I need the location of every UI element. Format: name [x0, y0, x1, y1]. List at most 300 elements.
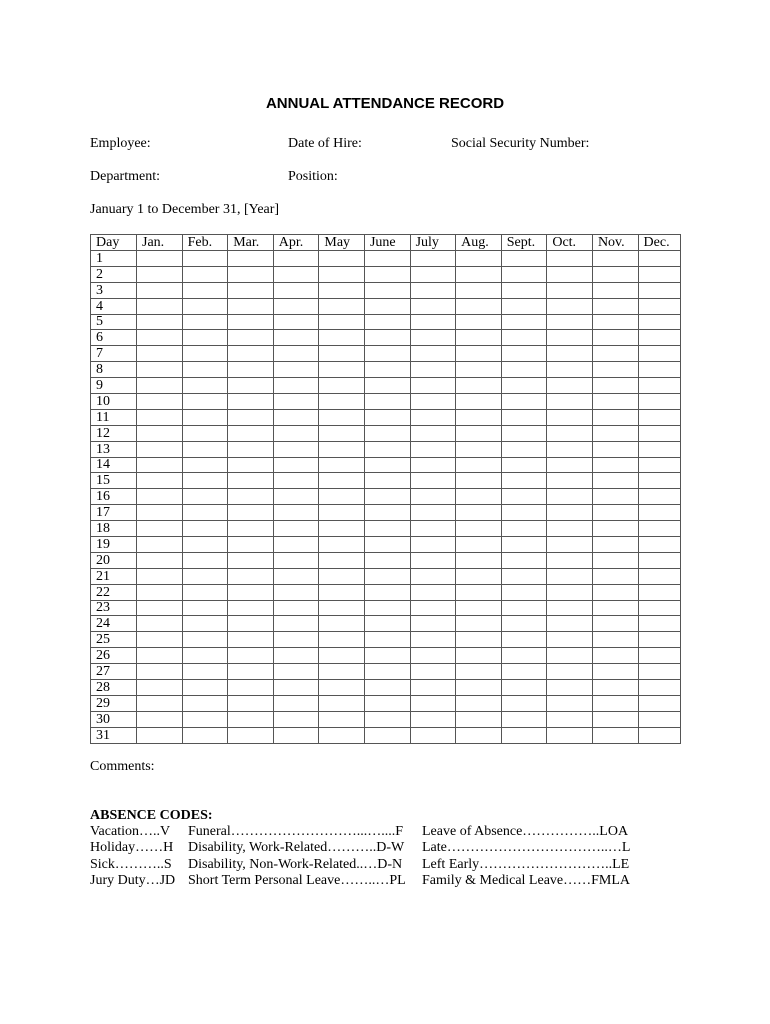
attendance-cell[interactable] — [456, 505, 502, 521]
attendance-cell[interactable] — [137, 664, 183, 680]
attendance-cell[interactable] — [319, 330, 365, 346]
attendance-cell[interactable] — [182, 251, 228, 267]
attendance-cell[interactable] — [547, 394, 593, 410]
attendance-cell[interactable] — [228, 727, 274, 743]
attendance-cell[interactable] — [592, 537, 638, 553]
attendance-cell[interactable] — [364, 298, 410, 314]
attendance-cell[interactable] — [592, 600, 638, 616]
attendance-cell[interactable] — [410, 521, 456, 537]
attendance-cell[interactable] — [273, 584, 319, 600]
attendance-cell[interactable] — [410, 648, 456, 664]
attendance-cell[interactable] — [137, 441, 183, 457]
attendance-cell[interactable] — [182, 282, 228, 298]
attendance-cell[interactable] — [273, 298, 319, 314]
attendance-cell[interactable] — [228, 648, 274, 664]
attendance-cell[interactable] — [137, 346, 183, 362]
attendance-cell[interactable] — [228, 378, 274, 394]
attendance-cell[interactable] — [319, 727, 365, 743]
attendance-cell[interactable] — [364, 425, 410, 441]
attendance-cell[interactable] — [319, 314, 365, 330]
attendance-cell[interactable] — [137, 568, 183, 584]
attendance-cell[interactable] — [319, 664, 365, 680]
attendance-cell[interactable] — [182, 473, 228, 489]
attendance-cell[interactable] — [273, 346, 319, 362]
attendance-cell[interactable] — [638, 489, 680, 505]
attendance-cell[interactable] — [364, 489, 410, 505]
attendance-cell[interactable] — [456, 441, 502, 457]
attendance-cell[interactable] — [547, 409, 593, 425]
attendance-cell[interactable] — [228, 521, 274, 537]
attendance-cell[interactable] — [273, 648, 319, 664]
attendance-cell[interactable] — [228, 409, 274, 425]
attendance-cell[interactable] — [137, 473, 183, 489]
attendance-cell[interactable] — [364, 568, 410, 584]
attendance-cell[interactable] — [638, 473, 680, 489]
attendance-cell[interactable] — [228, 664, 274, 680]
attendance-cell[interactable] — [592, 409, 638, 425]
attendance-cell[interactable] — [364, 362, 410, 378]
attendance-cell[interactable] — [228, 584, 274, 600]
attendance-cell[interactable] — [410, 378, 456, 394]
attendance-cell[interactable] — [592, 552, 638, 568]
attendance-cell[interactable] — [410, 695, 456, 711]
attendance-cell[interactable] — [501, 282, 547, 298]
attendance-cell[interactable] — [501, 378, 547, 394]
attendance-cell[interactable] — [228, 330, 274, 346]
attendance-cell[interactable] — [410, 600, 456, 616]
attendance-cell[interactable] — [638, 568, 680, 584]
attendance-cell[interactable] — [182, 266, 228, 282]
attendance-cell[interactable] — [228, 616, 274, 632]
attendance-cell[interactable] — [547, 680, 593, 696]
attendance-cell[interactable] — [273, 537, 319, 553]
attendance-cell[interactable] — [456, 378, 502, 394]
attendance-cell[interactable] — [547, 600, 593, 616]
attendance-cell[interactable] — [228, 711, 274, 727]
attendance-cell[interactable] — [273, 394, 319, 410]
attendance-cell[interactable] — [456, 330, 502, 346]
attendance-cell[interactable] — [638, 314, 680, 330]
attendance-cell[interactable] — [547, 362, 593, 378]
attendance-cell[interactable] — [410, 282, 456, 298]
attendance-cell[interactable] — [638, 632, 680, 648]
attendance-cell[interactable] — [182, 664, 228, 680]
attendance-cell[interactable] — [547, 727, 593, 743]
attendance-cell[interactable] — [182, 711, 228, 727]
attendance-cell[interactable] — [410, 425, 456, 441]
attendance-cell[interactable] — [137, 632, 183, 648]
attendance-cell[interactable] — [182, 600, 228, 616]
attendance-cell[interactable] — [364, 282, 410, 298]
attendance-cell[interactable] — [137, 584, 183, 600]
attendance-cell[interactable] — [547, 425, 593, 441]
attendance-cell[interactable] — [410, 568, 456, 584]
attendance-cell[interactable] — [228, 425, 274, 441]
attendance-cell[interactable] — [228, 394, 274, 410]
attendance-cell[interactable] — [456, 314, 502, 330]
attendance-cell[interactable] — [592, 489, 638, 505]
attendance-cell[interactable] — [638, 346, 680, 362]
attendance-cell[interactable] — [638, 409, 680, 425]
attendance-cell[interactable] — [410, 330, 456, 346]
attendance-cell[interactable] — [364, 616, 410, 632]
attendance-cell[interactable] — [273, 409, 319, 425]
attendance-cell[interactable] — [319, 394, 365, 410]
attendance-cell[interactable] — [228, 473, 274, 489]
attendance-cell[interactable] — [501, 521, 547, 537]
attendance-cell[interactable] — [273, 568, 319, 584]
attendance-cell[interactable] — [137, 537, 183, 553]
attendance-cell[interactable] — [364, 648, 410, 664]
attendance-cell[interactable] — [501, 695, 547, 711]
attendance-cell[interactable] — [592, 616, 638, 632]
attendance-cell[interactable] — [182, 362, 228, 378]
attendance-cell[interactable] — [182, 409, 228, 425]
attendance-cell[interactable] — [410, 394, 456, 410]
attendance-cell[interactable] — [547, 457, 593, 473]
attendance-cell[interactable] — [319, 409, 365, 425]
attendance-cell[interactable] — [456, 600, 502, 616]
attendance-cell[interactable] — [273, 489, 319, 505]
attendance-cell[interactable] — [228, 314, 274, 330]
attendance-cell[interactable] — [638, 695, 680, 711]
attendance-cell[interactable] — [501, 489, 547, 505]
attendance-cell[interactable] — [410, 298, 456, 314]
attendance-cell[interactable] — [273, 632, 319, 648]
attendance-cell[interactable] — [592, 314, 638, 330]
attendance-cell[interactable] — [547, 616, 593, 632]
attendance-cell[interactable] — [228, 505, 274, 521]
attendance-cell[interactable] — [410, 584, 456, 600]
attendance-cell[interactable] — [638, 616, 680, 632]
attendance-cell[interactable] — [501, 394, 547, 410]
attendance-cell[interactable] — [592, 505, 638, 521]
attendance-cell[interactable] — [456, 664, 502, 680]
attendance-cell[interactable] — [638, 362, 680, 378]
attendance-cell[interactable] — [182, 489, 228, 505]
attendance-cell[interactable] — [319, 298, 365, 314]
attendance-cell[interactable] — [182, 314, 228, 330]
attendance-cell[interactable] — [137, 330, 183, 346]
attendance-cell[interactable] — [592, 568, 638, 584]
attendance-cell[interactable] — [501, 680, 547, 696]
attendance-cell[interactable] — [137, 695, 183, 711]
attendance-cell[interactable] — [364, 330, 410, 346]
attendance-cell[interactable] — [501, 441, 547, 457]
attendance-cell[interactable] — [410, 711, 456, 727]
attendance-cell[interactable] — [137, 521, 183, 537]
attendance-cell[interactable] — [456, 568, 502, 584]
attendance-cell[interactable] — [319, 457, 365, 473]
attendance-cell[interactable] — [228, 282, 274, 298]
attendance-cell[interactable] — [501, 298, 547, 314]
attendance-cell[interactable] — [137, 298, 183, 314]
attendance-cell[interactable] — [319, 505, 365, 521]
attendance-cell[interactable] — [228, 552, 274, 568]
attendance-cell[interactable] — [273, 362, 319, 378]
attendance-cell[interactable] — [410, 727, 456, 743]
attendance-cell[interactable] — [137, 505, 183, 521]
attendance-cell[interactable] — [182, 425, 228, 441]
attendance-cell[interactable] — [592, 362, 638, 378]
attendance-cell[interactable] — [592, 251, 638, 267]
attendance-cell[interactable] — [319, 266, 365, 282]
attendance-cell[interactable] — [638, 521, 680, 537]
attendance-cell[interactable] — [319, 537, 365, 553]
attendance-cell[interactable] — [456, 282, 502, 298]
attendance-cell[interactable] — [592, 632, 638, 648]
attendance-cell[interactable] — [456, 489, 502, 505]
attendance-cell[interactable] — [592, 473, 638, 489]
attendance-cell[interactable] — [364, 537, 410, 553]
attendance-cell[interactable] — [137, 266, 183, 282]
attendance-cell[interactable] — [638, 664, 680, 680]
attendance-cell[interactable] — [319, 441, 365, 457]
attendance-cell[interactable] — [410, 346, 456, 362]
attendance-cell[interactable] — [456, 711, 502, 727]
attendance-cell[interactable] — [182, 632, 228, 648]
attendance-cell[interactable] — [137, 616, 183, 632]
attendance-cell[interactable] — [456, 632, 502, 648]
attendance-cell[interactable] — [638, 552, 680, 568]
attendance-cell[interactable] — [638, 584, 680, 600]
attendance-cell[interactable] — [501, 473, 547, 489]
attendance-cell[interactable] — [319, 425, 365, 441]
attendance-cell[interactable] — [501, 505, 547, 521]
attendance-cell[interactable] — [182, 394, 228, 410]
attendance-cell[interactable] — [182, 695, 228, 711]
attendance-cell[interactable] — [364, 505, 410, 521]
attendance-cell[interactable] — [182, 505, 228, 521]
attendance-cell[interactable] — [273, 505, 319, 521]
attendance-cell[interactable] — [638, 648, 680, 664]
attendance-cell[interactable] — [547, 505, 593, 521]
attendance-cell[interactable] — [592, 521, 638, 537]
attendance-cell[interactable] — [547, 632, 593, 648]
attendance-cell[interactable] — [456, 552, 502, 568]
attendance-cell[interactable] — [638, 425, 680, 441]
attendance-cell[interactable] — [547, 664, 593, 680]
attendance-cell[interactable] — [638, 282, 680, 298]
attendance-cell[interactable] — [273, 266, 319, 282]
attendance-cell[interactable] — [364, 664, 410, 680]
attendance-cell[interactable] — [410, 473, 456, 489]
attendance-cell[interactable] — [273, 251, 319, 267]
attendance-cell[interactable] — [182, 521, 228, 537]
attendance-cell[interactable] — [547, 282, 593, 298]
attendance-cell[interactable] — [228, 457, 274, 473]
attendance-cell[interactable] — [592, 695, 638, 711]
attendance-cell[interactable] — [182, 616, 228, 632]
attendance-cell[interactable] — [501, 425, 547, 441]
attendance-cell[interactable] — [364, 680, 410, 696]
attendance-cell[interactable] — [137, 314, 183, 330]
attendance-cell[interactable] — [137, 600, 183, 616]
attendance-cell[interactable] — [182, 584, 228, 600]
attendance-cell[interactable] — [364, 266, 410, 282]
attendance-cell[interactable] — [501, 552, 547, 568]
attendance-cell[interactable] — [137, 394, 183, 410]
attendance-cell[interactable] — [364, 409, 410, 425]
attendance-cell[interactable] — [638, 457, 680, 473]
attendance-cell[interactable] — [547, 552, 593, 568]
attendance-cell[interactable] — [273, 473, 319, 489]
attendance-cell[interactable] — [456, 425, 502, 441]
attendance-cell[interactable] — [273, 680, 319, 696]
attendance-cell[interactable] — [547, 298, 593, 314]
attendance-cell[interactable] — [501, 251, 547, 267]
attendance-cell[interactable] — [182, 552, 228, 568]
attendance-cell[interactable] — [273, 330, 319, 346]
attendance-cell[interactable] — [364, 346, 410, 362]
attendance-cell[interactable] — [547, 584, 593, 600]
attendance-cell[interactable] — [364, 314, 410, 330]
attendance-cell[interactable] — [364, 473, 410, 489]
attendance-cell[interactable] — [228, 441, 274, 457]
attendance-cell[interactable] — [547, 314, 593, 330]
attendance-cell[interactable] — [273, 457, 319, 473]
attendance-cell[interactable] — [319, 282, 365, 298]
attendance-cell[interactable] — [137, 282, 183, 298]
attendance-cell[interactable] — [273, 282, 319, 298]
attendance-cell[interactable] — [410, 409, 456, 425]
attendance-cell[interactable] — [547, 378, 593, 394]
attendance-cell[interactable] — [456, 680, 502, 696]
attendance-cell[interactable] — [182, 441, 228, 457]
attendance-cell[interactable] — [273, 314, 319, 330]
attendance-cell[interactable] — [501, 409, 547, 425]
attendance-cell[interactable] — [456, 346, 502, 362]
attendance-cell[interactable] — [273, 711, 319, 727]
attendance-cell[interactable] — [638, 711, 680, 727]
attendance-cell[interactable] — [273, 552, 319, 568]
attendance-cell[interactable] — [182, 537, 228, 553]
attendance-cell[interactable] — [501, 568, 547, 584]
attendance-cell[interactable] — [319, 489, 365, 505]
attendance-cell[interactable] — [273, 664, 319, 680]
attendance-cell[interactable] — [501, 664, 547, 680]
attendance-cell[interactable] — [319, 378, 365, 394]
attendance-cell[interactable] — [319, 346, 365, 362]
attendance-cell[interactable] — [638, 680, 680, 696]
attendance-cell[interactable] — [319, 251, 365, 267]
attendance-cell[interactable] — [228, 537, 274, 553]
attendance-cell[interactable] — [319, 616, 365, 632]
attendance-cell[interactable] — [273, 616, 319, 632]
attendance-cell[interactable] — [592, 457, 638, 473]
attendance-cell[interactable] — [410, 552, 456, 568]
attendance-cell[interactable] — [592, 282, 638, 298]
attendance-cell[interactable] — [319, 680, 365, 696]
attendance-cell[interactable] — [319, 552, 365, 568]
attendance-cell[interactable] — [273, 378, 319, 394]
attendance-cell[interactable] — [273, 600, 319, 616]
attendance-cell[interactable] — [456, 473, 502, 489]
attendance-cell[interactable] — [456, 727, 502, 743]
attendance-cell[interactable] — [547, 695, 593, 711]
attendance-cell[interactable] — [319, 632, 365, 648]
attendance-cell[interactable] — [410, 680, 456, 696]
attendance-cell[interactable] — [638, 727, 680, 743]
attendance-cell[interactable] — [319, 568, 365, 584]
attendance-cell[interactable] — [137, 409, 183, 425]
attendance-cell[interactable] — [137, 425, 183, 441]
attendance-cell[interactable] — [638, 537, 680, 553]
attendance-cell[interactable] — [456, 266, 502, 282]
attendance-cell[interactable] — [410, 362, 456, 378]
attendance-cell[interactable] — [410, 505, 456, 521]
attendance-cell[interactable] — [501, 711, 547, 727]
attendance-cell[interactable] — [547, 346, 593, 362]
attendance-cell[interactable] — [228, 346, 274, 362]
attendance-cell[interactable] — [456, 409, 502, 425]
attendance-cell[interactable] — [410, 251, 456, 267]
attendance-cell[interactable] — [547, 441, 593, 457]
attendance-cell[interactable] — [319, 473, 365, 489]
attendance-cell[interactable] — [410, 664, 456, 680]
attendance-cell[interactable] — [182, 378, 228, 394]
attendance-cell[interactable] — [364, 394, 410, 410]
attendance-cell[interactable] — [592, 711, 638, 727]
attendance-cell[interactable] — [638, 266, 680, 282]
attendance-cell[interactable] — [592, 394, 638, 410]
attendance-cell[interactable] — [410, 489, 456, 505]
attendance-cell[interactable] — [456, 362, 502, 378]
attendance-cell[interactable] — [137, 648, 183, 664]
attendance-cell[interactable] — [456, 457, 502, 473]
attendance-cell[interactable] — [592, 425, 638, 441]
attendance-cell[interactable] — [456, 298, 502, 314]
attendance-cell[interactable] — [638, 394, 680, 410]
attendance-cell[interactable] — [547, 473, 593, 489]
attendance-cell[interactable] — [228, 251, 274, 267]
attendance-cell[interactable] — [364, 695, 410, 711]
attendance-cell[interactable] — [638, 330, 680, 346]
attendance-cell[interactable] — [501, 648, 547, 664]
attendance-cell[interactable] — [364, 711, 410, 727]
attendance-cell[interactable] — [273, 727, 319, 743]
attendance-cell[interactable] — [137, 251, 183, 267]
attendance-cell[interactable] — [364, 552, 410, 568]
attendance-cell[interactable] — [638, 378, 680, 394]
attendance-cell[interactable] — [456, 584, 502, 600]
attendance-cell[interactable] — [319, 648, 365, 664]
attendance-cell[interactable] — [137, 378, 183, 394]
attendance-cell[interactable] — [501, 616, 547, 632]
attendance-cell[interactable] — [228, 680, 274, 696]
attendance-cell[interactable] — [228, 568, 274, 584]
attendance-cell[interactable] — [319, 521, 365, 537]
attendance-cell[interactable] — [547, 489, 593, 505]
attendance-cell[interactable] — [137, 680, 183, 696]
attendance-cell[interactable] — [638, 298, 680, 314]
attendance-cell[interactable] — [273, 695, 319, 711]
attendance-cell[interactable] — [547, 521, 593, 537]
attendance-cell[interactable] — [638, 251, 680, 267]
attendance-cell[interactable] — [137, 727, 183, 743]
attendance-cell[interactable] — [501, 266, 547, 282]
attendance-cell[interactable] — [364, 584, 410, 600]
attendance-cell[interactable] — [410, 632, 456, 648]
attendance-cell[interactable] — [592, 441, 638, 457]
attendance-cell[interactable] — [547, 251, 593, 267]
attendance-cell[interactable] — [592, 680, 638, 696]
attendance-cell[interactable] — [182, 568, 228, 584]
attendance-cell[interactable] — [319, 695, 365, 711]
attendance-cell[interactable] — [547, 537, 593, 553]
attendance-cell[interactable] — [182, 457, 228, 473]
attendance-cell[interactable] — [228, 266, 274, 282]
